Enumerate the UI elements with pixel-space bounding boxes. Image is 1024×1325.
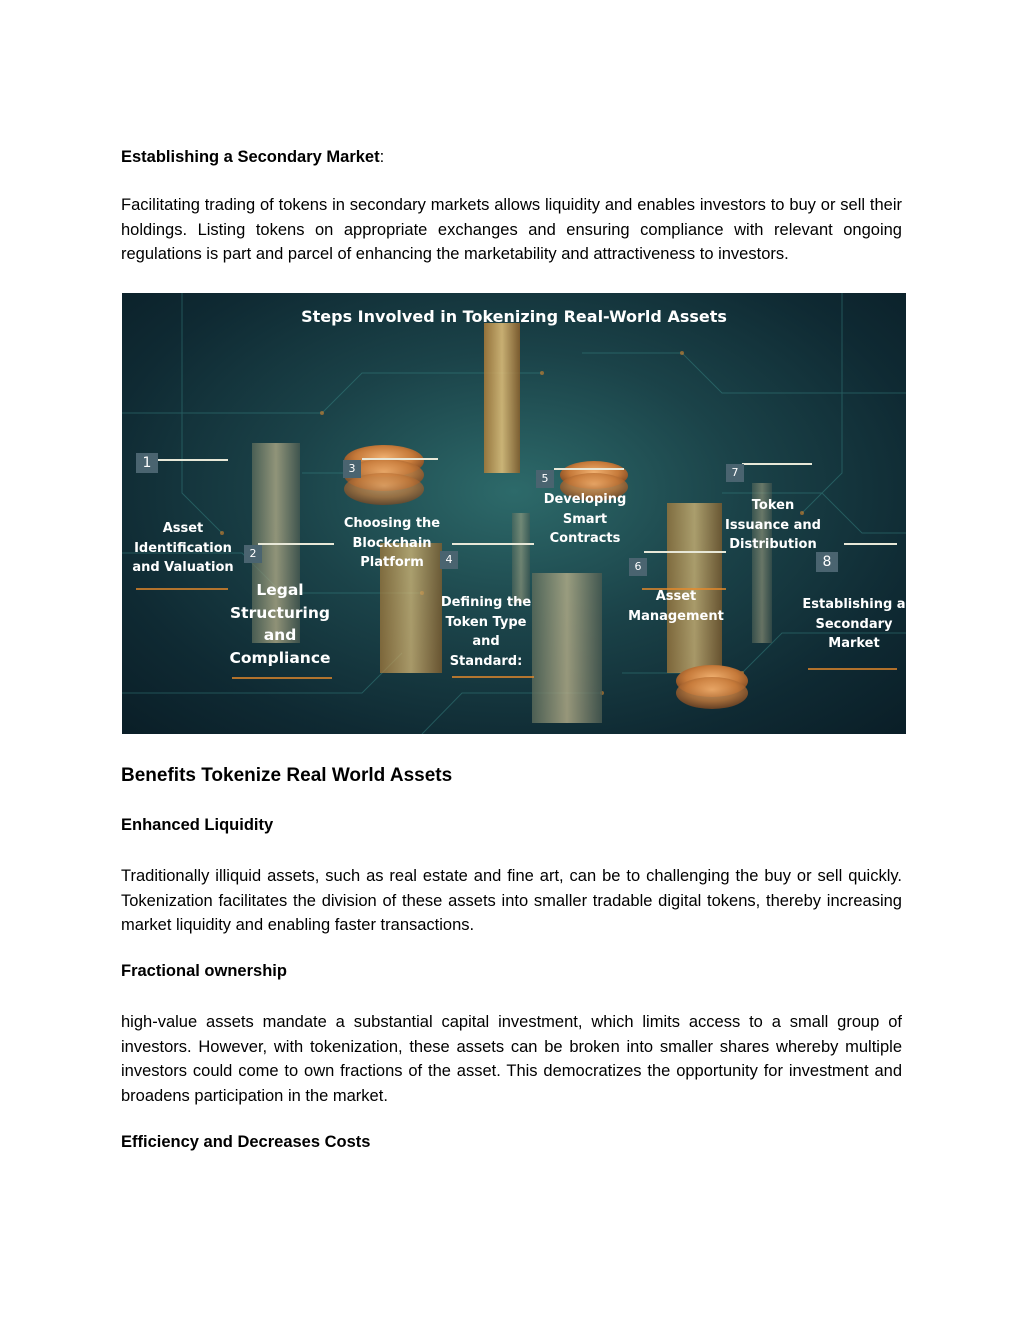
step-number-4: 4	[440, 551, 458, 569]
paragraph-secondary-market: Facilitating trading of tokens in secondary markets allows liquidity and enables investors to buy or sell their holdings. Listing tokens on appropriate exchanges and ensuring compliance with relevant ongoing regulations is part and parcel of enhancing the marketability and attractiveness to investors.	[121, 196, 902, 263]
heading-colon: :	[379, 148, 385, 166]
steps-infographic	[122, 293, 906, 734]
subheading-enhanced-liquidity: Enhanced Liquidity	[121, 816, 274, 834]
section-heading-benefits: Benefits Tokenize Real World Assets	[121, 765, 453, 786]
step-number-3: 3	[343, 460, 361, 478]
section-heading-secondary-market	[121, 145, 902, 170]
step-label-8: Establishing a Secondary Market	[802, 597, 906, 651]
step-label-5: Developing Smart Contracts	[543, 492, 627, 546]
step-label-1: Asset Identification and Valuation	[132, 521, 234, 575]
step-number-8: 8	[816, 552, 838, 572]
step-number-5: 5	[536, 470, 554, 488]
infographic-title: Steps Involved in Tokenizing Real-World Assets	[301, 307, 727, 326]
step-number-2: 2	[244, 545, 262, 563]
step-number-7: 7	[726, 464, 744, 482]
heading-text: Establishing a Secondary Market	[121, 148, 380, 166]
step-number-6: 6	[629, 558, 647, 576]
step-label-3: Choosing the Blockchain Platform	[343, 516, 441, 570]
step-label-6: Asset Management	[628, 589, 724, 624]
step-label-7: Token Issuance and Distribution	[725, 498, 821, 552]
paragraph-enhanced-liquidity: Traditionally illiquid assets, such as real estate and fine art, can be to challenging the buy or sell quickly. Tokenization facilitates the division of these assets into smaller tradable digital tokens, thereby increasing market liquidity and enabling faster transactions.	[121, 867, 902, 934]
step-number-1: 1	[136, 453, 158, 473]
subheading-efficiency: Efficiency and Decreases Costs	[121, 1133, 371, 1151]
step-label-4: Defining the Token Type and Standard:	[440, 595, 532, 669]
paragraph-fractional-ownership: high-value assets mandate a substantial capital investment, which limits access to a small group of investors. However, with tokenization, these assets can be broken into smaller shares whereby multiple investors could come to own fractions of the asset. This democratizes the opportunity for investment and broadens participation in the market.	[121, 1013, 902, 1105]
subheading-fractional-ownership: Fractional ownership	[121, 962, 287, 980]
step-label-2: Legal Structuring and Compliance	[229, 581, 331, 667]
